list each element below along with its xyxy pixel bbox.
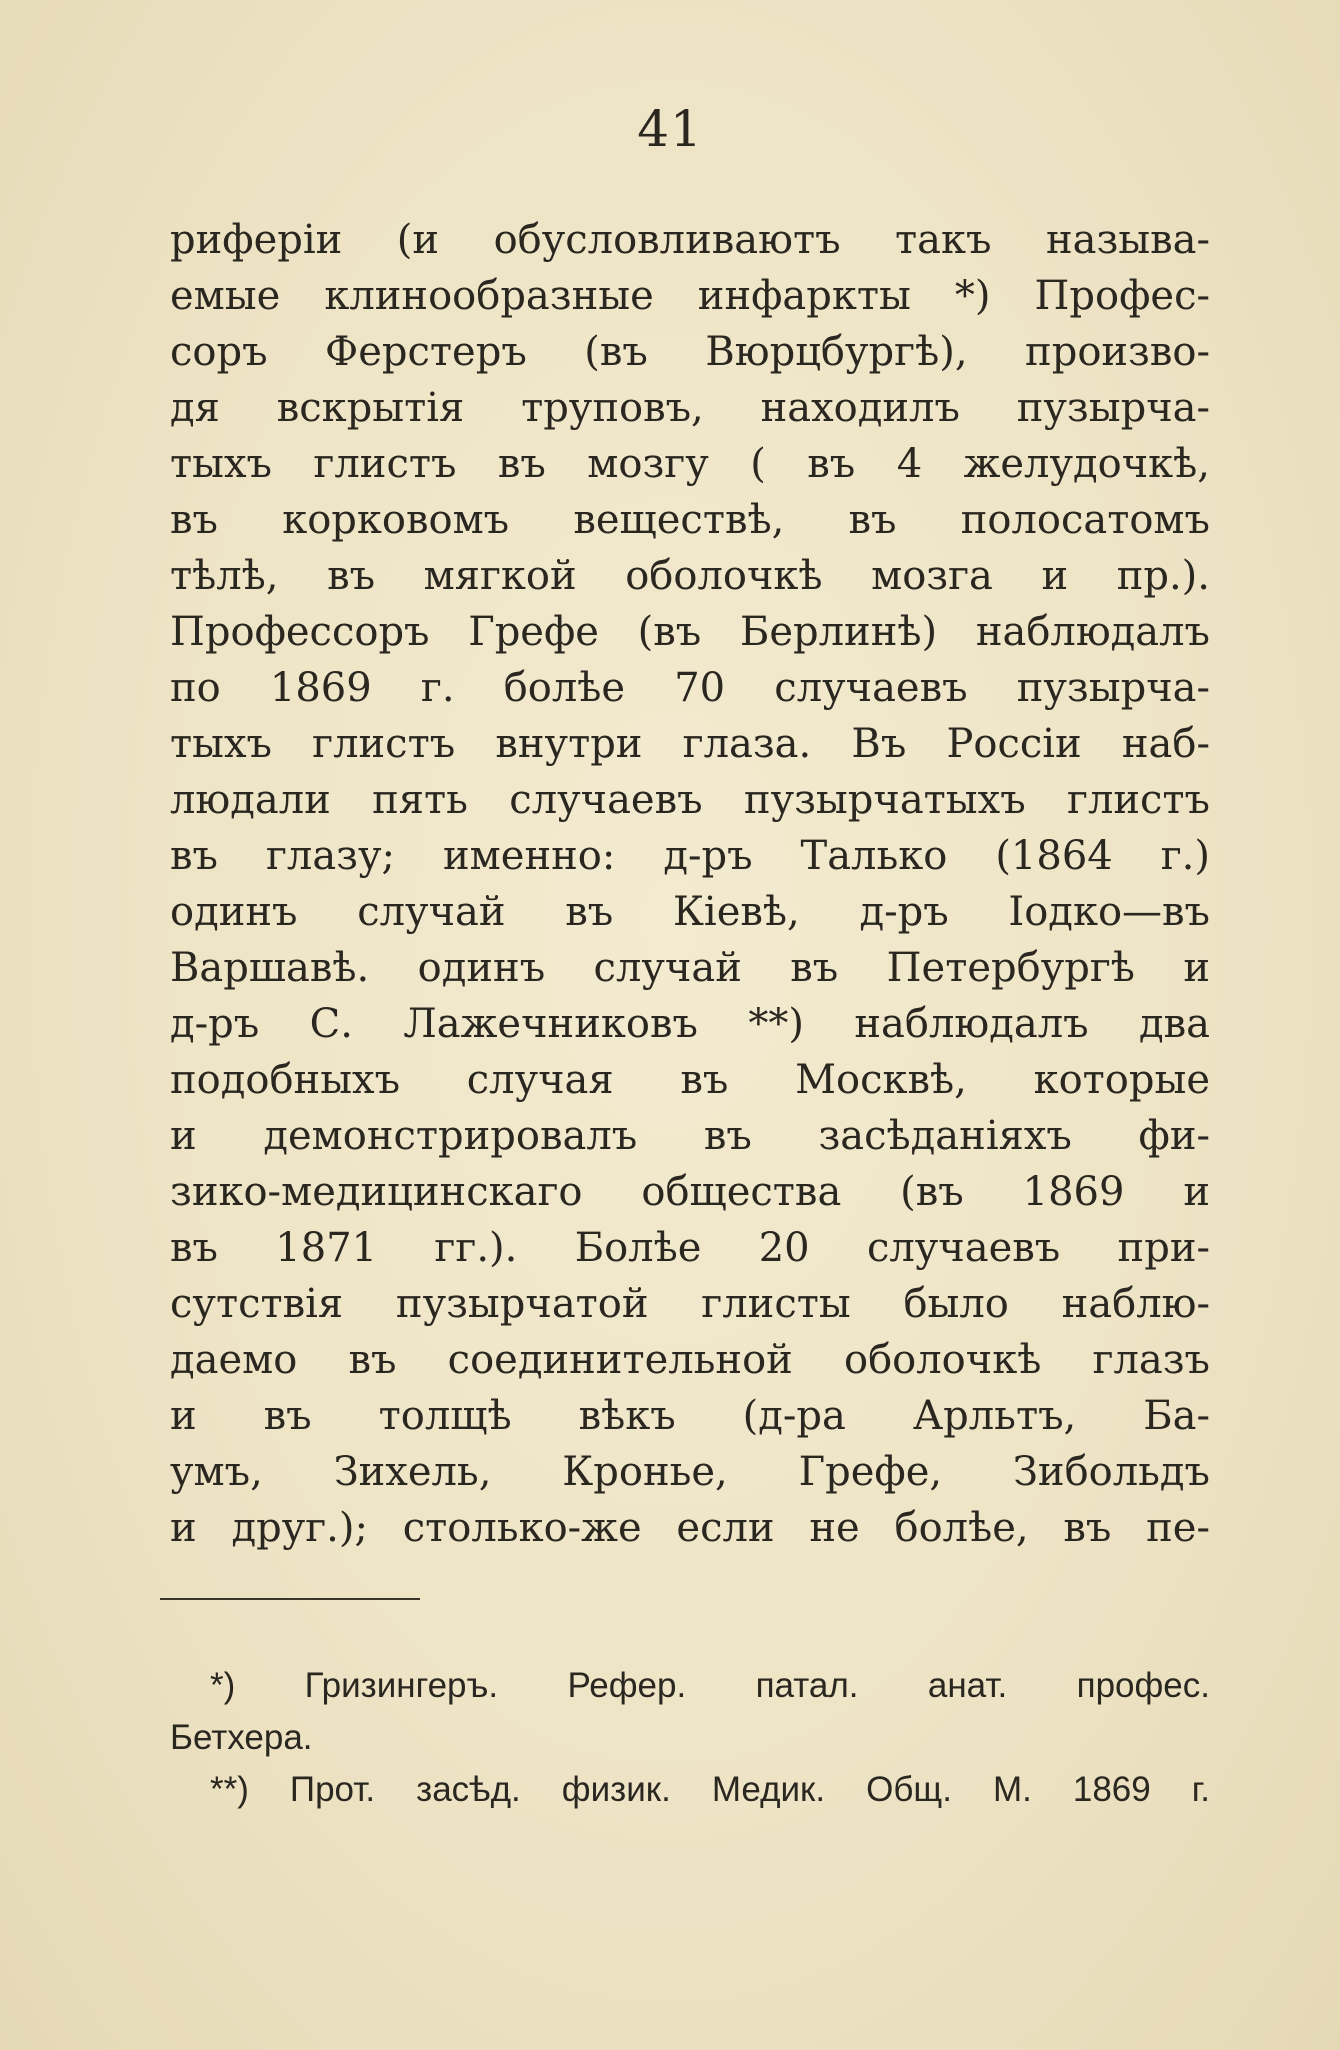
text-line: въ 1871 гг.). Болѣе 20 случаевъ при- xyxy=(170,1225,1210,1271)
text-line: и въ толщѣ вѣкъ (д-ра Арльтъ, Ба- xyxy=(170,1393,1210,1439)
text-line: тыхъ глистъ въ мозгу ( въ 4 желудочкѣ, xyxy=(170,441,1210,487)
text-line: людали пять случаевъ пузырчатыхъ глистъ xyxy=(170,777,1210,823)
text-line: въ глазу; именно: д-ръ Талько (1864 г.) xyxy=(170,833,1210,879)
text-line: зико-медицинскаго общества (въ 1869 и xyxy=(170,1169,1210,1215)
text-line: даемо въ соединительной оболочкѣ глазъ xyxy=(170,1337,1210,1383)
footnote-1: *) Гризингеръ. Рефер. патал. анат. профес. xyxy=(210,1666,1210,1705)
text-line: соръ Ферстеръ (въ Вюрцбургѣ), произво- xyxy=(170,329,1210,375)
text-line: по 1869 г. болѣе 70 случаевъ пузырча- xyxy=(170,665,1210,711)
footnote-divider xyxy=(160,1598,420,1600)
text-line: д-ръ С. Лажечниковъ **) наблюдалъ два xyxy=(170,1001,1210,1047)
text-line: дя вскрытія труповъ, находилъ пузырча- xyxy=(170,385,1210,431)
footnote-2: **) Прот. засѣд. физик. Медик. Общ. М. 1869 г. xyxy=(210,1770,1210,1809)
text-line: Варшавѣ. одинъ случай въ Петербургѣ и xyxy=(170,945,1210,991)
footnote-1-continuation: Бетхера. xyxy=(170,1718,313,1757)
text-line: умъ, Зихель, Кронье, Грефе, Зибольдъ xyxy=(170,1449,1210,1495)
text-line: одинъ случай въ Кіевѣ, д-ръ Іодко—въ xyxy=(170,889,1210,935)
body-text xyxy=(170,212,1210,1556)
footnotes xyxy=(170,1660,1210,1816)
text-line: и друг.); столько-же если не болѣе, въ пе- xyxy=(170,1505,1210,1551)
text-line: емые клинообразные инфаркты *) Профес- xyxy=(170,273,1210,319)
text-line: и демонстрировалъ въ засѣданіяхъ фи- xyxy=(170,1113,1210,1159)
page-number: 41 xyxy=(637,100,703,158)
text-line: Профессоръ Грефе (въ Берлинѣ) наблюдалъ xyxy=(170,609,1210,655)
text-line: тѣлѣ, въ мягкой оболочкѣ мозга и пр.). xyxy=(170,553,1210,599)
text-line: тыхъ глистъ внутри глаза. Въ Россіи наб- xyxy=(170,721,1210,767)
text-line: подобныхъ случая въ Москвѣ, которые xyxy=(170,1057,1210,1103)
text-line: въ корковомъ веществѣ, въ полосатомъ xyxy=(170,497,1210,543)
text-line: риферіи (и обусловливаютъ такъ называ- xyxy=(170,217,1210,263)
text-line: сутствія пузырчатой глисты было наблю- xyxy=(170,1281,1210,1327)
